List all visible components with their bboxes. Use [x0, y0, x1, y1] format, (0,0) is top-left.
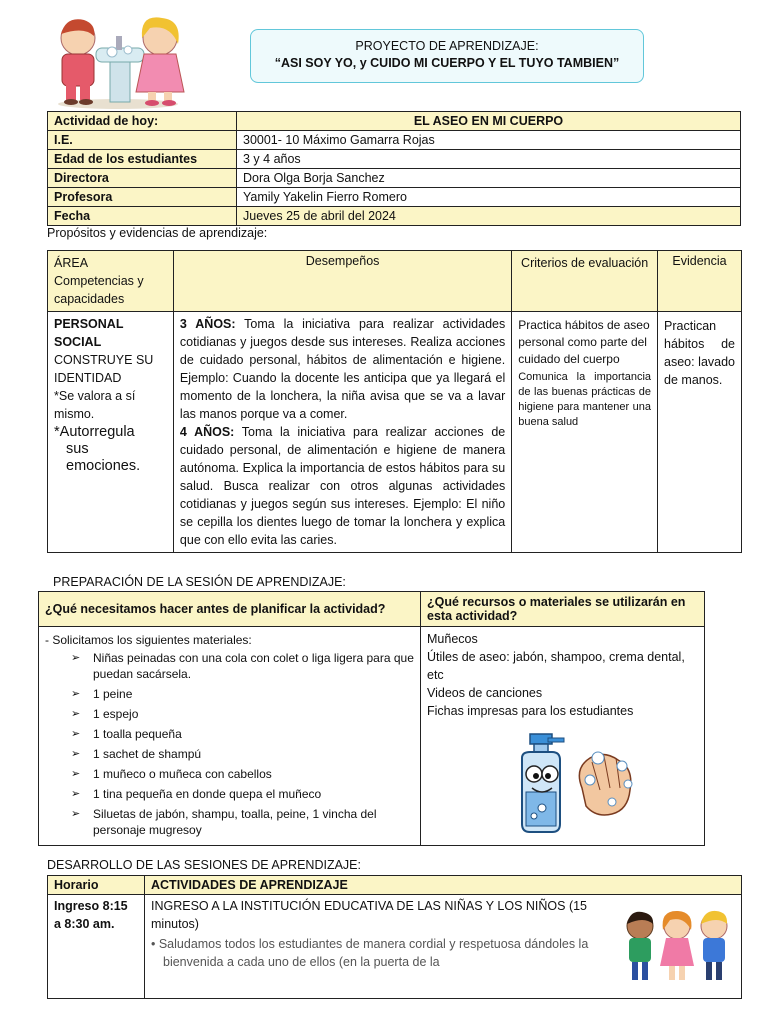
area-name: PERSONAL SOCIAL	[54, 317, 124, 349]
development-header-row	[48, 876, 742, 895]
col-schedule-header: Horario	[48, 876, 145, 895]
purposes-table	[47, 250, 742, 553]
list-item: ➢ 1 muñeco o muñeca con cabellos	[71, 766, 414, 782]
info-row-director	[48, 169, 741, 188]
purposes-header-row	[48, 251, 742, 312]
evidence-text: Practican hábitos de aseo: lavado de manos.	[664, 319, 735, 387]
list-item: ➢ 1 sachet de shampú	[71, 746, 414, 762]
area-cell	[48, 312, 174, 553]
performance-4-text: Toma la iniciativa para realizar acciones de cuidado personal, de alimentación e higiene de manera autónoma. Explica la importancia de estos hábitos para su salud. Busca realizar con otros algunas actividades cotidianas y juegos según sus intereses. Ejemplo: El niño se cepilla los dientes luego de tomar la lonchera y explica que con ello evita las caries.	[179, 425, 506, 547]
date-label: Fecha	[48, 207, 237, 226]
col-criteria-header: Criterios de evaluación	[512, 251, 658, 312]
performance-cell	[173, 312, 511, 553]
col-evidence-header: Evidencia	[658, 251, 742, 312]
purposes-section-label: Propósitos y evidencias de aprendizaje:	[47, 226, 268, 240]
activity-bullet: • Saludamos todos los estudiantes de manera cordial y respetuosa dándoles la bienvenida a cada uno de ellos (en la puerta de la	[151, 937, 589, 969]
area-capacity-2c: emociones.	[66, 458, 141, 474]
area-capacity-2a: *Autorregula	[54, 424, 135, 440]
school-value: 30001- 10 Máximo Gamarra Rojas	[237, 131, 741, 150]
list-item: ➢ Siluetas de jabón, shampu, toalla, peine, 1 vincha del personaje mugresoy	[71, 806, 414, 838]
date-value: Jueves 25 de abril del 2024	[237, 207, 741, 226]
activity-title: INGRESO A LA INSTITUCIÓN EDUCATIVA DE LAS NIÑAS Y LOS NIÑOS (15 minutos)	[151, 899, 588, 931]
list-item: ➢ 1 peine	[71, 686, 414, 702]
teacher-label: Profesora	[48, 188, 237, 207]
resource-item: Muñecos	[427, 632, 478, 646]
info-row-age	[48, 150, 741, 169]
resource-item: Videos de canciones	[427, 686, 543, 700]
materials-list	[45, 650, 414, 838]
school-label: I.E.	[48, 131, 237, 150]
development-section-label: DESARROLLO DE LAS SESIONES DE APRENDIZAJE:	[47, 858, 361, 872]
col-activities-header: ACTIVIDADES DE APRENDIZAJE	[145, 876, 742, 895]
materials-cell	[39, 627, 421, 846]
director-value: Dora Olga Borja Sanchez	[237, 169, 741, 188]
info-row-teacher	[48, 188, 741, 207]
performance-3-label: 3 AÑOS:	[179, 317, 236, 331]
teacher-value: Yamily Yakelin Fierro Romero	[237, 188, 741, 207]
performance-4-label: 4 AÑOS:	[179, 425, 235, 439]
col-performance-header: Desempeños	[173, 251, 511, 312]
activity-value: EL ASEO EN MI CUERPO	[237, 112, 741, 131]
performance-3-text: Toma la iniciativa para realizar actividades cotidianas y juegos desde sus intereses. Realiza acciones de cuidado personal, hábitos de alimentación e higiene. Ejemplo: Cuando la docente les anticipa que ya llegará el momento de la lonchera, la niña avisa que se va a lavar las manos porque va a comer.	[179, 317, 506, 421]
materials-intro: - Solicitamos los siguientes materiales:	[45, 633, 252, 647]
age-value: 3 y 4 años	[237, 150, 741, 169]
activity-label: Actividad de hoy:	[48, 112, 237, 131]
list-item: ➢ Niñas peinadas con una cola con colet o liga ligera para que puedan sacársela.	[71, 650, 414, 682]
criteria-2: Comunica la importancia de las buenas prácticas de higiene para mantener una buena salud	[518, 371, 652, 428]
area-competency: CONSTRUYE SU IDENTIDAD	[54, 353, 154, 385]
evidence-cell	[658, 312, 742, 553]
project-title-label: PROYECTO DE APRENDIZAJE:	[355, 39, 539, 53]
info-row-school	[48, 131, 741, 150]
list-item: ➢ 1 toalla pequeña	[71, 726, 414, 742]
list-item: ➢ 1 espejo	[71, 706, 414, 722]
schedule-cell: Ingreso 8:15 a 8:30 am.	[48, 895, 145, 999]
area-capacity-1: *Se valora a sí mismo.	[54, 389, 136, 421]
resource-item: Útiles de aseo: jabón, shampoo, crema dental, etc	[427, 650, 685, 682]
info-row-activity	[48, 112, 741, 131]
criteria-cell	[512, 312, 658, 553]
project-title: “ASI SOY YO, y CUIDO MI CUERPO Y EL TUYO TAMBIEN”	[274, 56, 620, 70]
col-before-header: ¿Qué necesitamos hacer antes de planificar la actividad?	[39, 592, 421, 627]
col-resources-header: ¿Qué recursos o materiales se utilizarán en esta actividad?	[421, 592, 705, 627]
list-item: ➢ 1 tina pequeña en donde quepa el muñeco	[71, 786, 414, 802]
project-title-box	[250, 29, 644, 83]
children-washing-hands-illustration	[44, 8, 192, 110]
preparation-header-row	[39, 592, 705, 627]
three-children-illustration	[620, 908, 734, 986]
age-label: Edad de los estudiantes	[48, 150, 237, 169]
preparation-section-label: PREPARACIÓN DE LA SESIÓN DE APRENDIZAJE:	[53, 575, 346, 589]
resource-item: Fichas impresas para los estudiantes	[427, 704, 634, 718]
area-capacity-2b: sus	[66, 441, 89, 457]
session-info-table	[47, 111, 741, 226]
criteria-1: Practica hábitos de aseo personal como parte del cuidado del cuerpo	[518, 318, 650, 366]
info-row-date	[48, 207, 741, 226]
soap-and-hands-illustration	[512, 728, 640, 836]
col-area-header: ÁREA Competencias y capacidades	[48, 251, 174, 312]
purposes-content-row	[48, 312, 742, 553]
director-label: Directora	[48, 169, 237, 188]
